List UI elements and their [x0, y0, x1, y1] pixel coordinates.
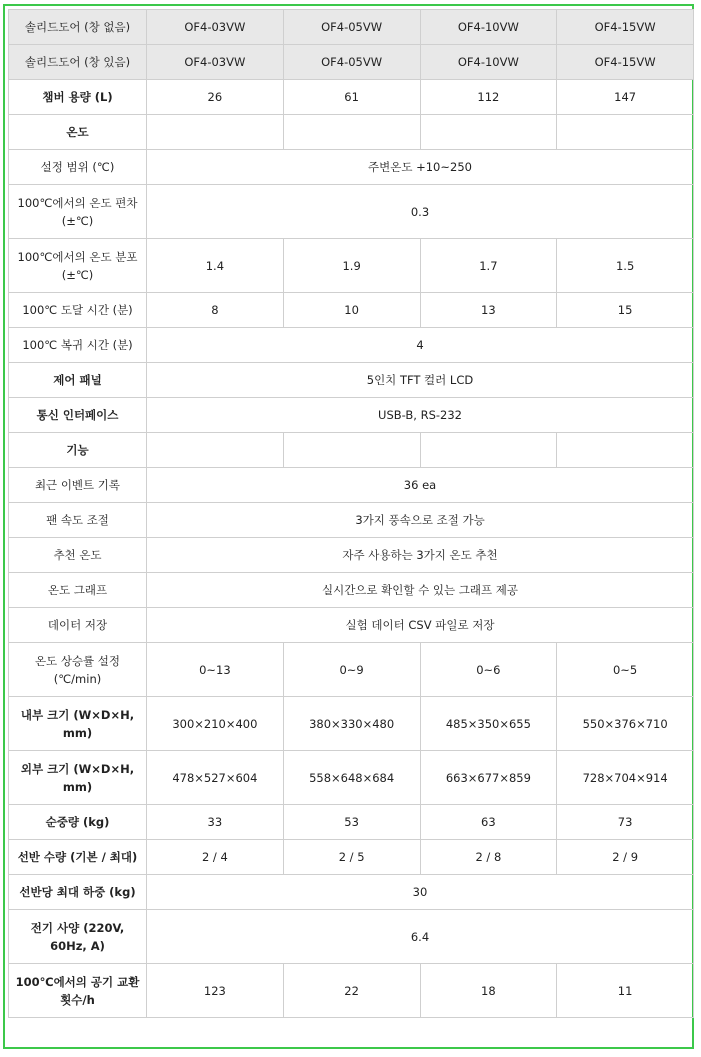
table-row	[9, 608, 694, 643]
row-value	[420, 433, 557, 468]
row-value: 112	[420, 80, 557, 115]
row-label: 추천 온도	[9, 538, 147, 573]
row-label: 팬 속도 조절	[9, 503, 147, 538]
row-value: 2 / 9	[557, 840, 694, 875]
spec-table	[8, 9, 694, 1018]
row-label: 온도	[9, 115, 147, 150]
row-label: 선반 수량 (기본 / 최대)	[9, 840, 147, 875]
spec-table-frame	[3, 4, 694, 1049]
row-value: 558×648×684	[283, 751, 420, 805]
row-value: 18	[420, 964, 557, 1018]
row-label: 순중량 (kg)	[9, 805, 147, 840]
table-row	[9, 45, 694, 80]
row-label: 100℃에서의 공기 교환 횟수/h	[9, 964, 147, 1018]
row-value: 10	[283, 293, 420, 328]
row-value: OF4-10VW	[420, 10, 557, 45]
row-value	[147, 433, 284, 468]
row-value: 0~6	[420, 643, 557, 697]
row-value: OF4-05VW	[283, 10, 420, 45]
table-row	[9, 573, 694, 608]
table-row	[9, 751, 694, 805]
row-value: 123	[147, 964, 284, 1018]
row-value: 33	[147, 805, 284, 840]
row-value: 61	[283, 80, 420, 115]
table-row	[9, 293, 694, 328]
row-label: 통신 인터페이스	[9, 398, 147, 433]
row-value	[557, 433, 694, 468]
row-value: 0~13	[147, 643, 284, 697]
row-value: OF4-15VW	[557, 45, 694, 80]
row-value: 147	[557, 80, 694, 115]
row-label: 설정 범위 (℃)	[9, 150, 147, 185]
row-value: 2 / 4	[147, 840, 284, 875]
row-value: OF4-15VW	[557, 10, 694, 45]
table-row	[9, 115, 694, 150]
table-row	[9, 433, 694, 468]
row-label: 선반당 최대 하중 (kg)	[9, 875, 147, 910]
row-value: OF4-05VW	[283, 45, 420, 80]
row-value-merged: 36 ea	[147, 468, 694, 503]
table-row	[9, 328, 694, 363]
row-label: 100℃ 복귀 시간 (분)	[9, 328, 147, 363]
row-label: 데이터 저장	[9, 608, 147, 643]
row-value-merged: 실시간으로 확인할 수 있는 그래프 제공	[147, 573, 694, 608]
row-value: 485×350×655	[420, 697, 557, 751]
table-row	[9, 150, 694, 185]
spec-table-body	[9, 10, 694, 1018]
row-value-merged: USB-B, RS-232	[147, 398, 694, 433]
row-value-merged: 4	[147, 328, 694, 363]
row-label: 전기 사양 (220V, 60Hz, A)	[9, 910, 147, 964]
row-value: 1.7	[420, 239, 557, 293]
row-value	[557, 115, 694, 150]
row-value-merged: 0.3	[147, 185, 694, 239]
row-value: OF4-03VW	[147, 10, 284, 45]
table-row	[9, 10, 694, 45]
table-row	[9, 805, 694, 840]
table-row	[9, 840, 694, 875]
row-label: 챔버 용량 (L)	[9, 80, 147, 115]
row-value-merged: 30	[147, 875, 694, 910]
row-label: 제어 패널	[9, 363, 147, 398]
row-value: 2 / 5	[283, 840, 420, 875]
row-value: 13	[420, 293, 557, 328]
table-row	[9, 468, 694, 503]
row-value: 2 / 8	[420, 840, 557, 875]
row-label: 외부 크기 (W×D×H, mm)	[9, 751, 147, 805]
row-value	[283, 433, 420, 468]
row-value-merged: 자주 사용하는 3가지 온도 추천	[147, 538, 694, 573]
row-label: 온도 그래프	[9, 573, 147, 608]
row-value: 663×677×859	[420, 751, 557, 805]
row-value-merged: 실험 데이터 CSV 파일로 저장	[147, 608, 694, 643]
row-value: 15	[557, 293, 694, 328]
row-value: 0~9	[283, 643, 420, 697]
row-value: OF4-10VW	[420, 45, 557, 80]
row-value: 1.9	[283, 239, 420, 293]
row-value: 1.4	[147, 239, 284, 293]
row-value: 380×330×480	[283, 697, 420, 751]
row-label: 내부 크기 (W×D×H, mm)	[9, 697, 147, 751]
table-row	[9, 503, 694, 538]
table-row	[9, 80, 694, 115]
row-label: 기능	[9, 433, 147, 468]
row-value: 1.5	[557, 239, 694, 293]
table-row	[9, 643, 694, 697]
table-row	[9, 185, 694, 239]
row-label: 솔리드도어 (창 있음)	[9, 45, 147, 80]
row-label: 100℃에서의 온도 분포 (±℃)	[9, 239, 147, 293]
table-row	[9, 538, 694, 573]
row-value-merged: 3가지 풍속으로 조절 가능	[147, 503, 694, 538]
row-value: 63	[420, 805, 557, 840]
table-row	[9, 363, 694, 398]
row-value: 53	[283, 805, 420, 840]
table-row	[9, 964, 694, 1018]
row-value: 0~5	[557, 643, 694, 697]
table-row	[9, 697, 694, 751]
row-value	[420, 115, 557, 150]
row-label: 100℃에서의 온도 편차 (±℃)	[9, 185, 147, 239]
table-row	[9, 398, 694, 433]
table-row	[9, 910, 694, 964]
row-value	[283, 115, 420, 150]
row-value: 550×376×710	[557, 697, 694, 751]
row-label: 솔리드도어 (창 없음)	[9, 10, 147, 45]
row-value: 8	[147, 293, 284, 328]
row-value	[147, 115, 284, 150]
row-value: 728×704×914	[557, 751, 694, 805]
row-label: 온도 상승률 설정 (℃/min)	[9, 643, 147, 697]
table-row	[9, 239, 694, 293]
row-value: 26	[147, 80, 284, 115]
row-value: 22	[283, 964, 420, 1018]
row-value: OF4-03VW	[147, 45, 284, 80]
row-value: 73	[557, 805, 694, 840]
table-row	[9, 875, 694, 910]
row-value-merged: 5인치 TFT 컬러 LCD	[147, 363, 694, 398]
row-value-merged: 주변온도 +10~250	[147, 150, 694, 185]
row-label: 100℃ 도달 시간 (분)	[9, 293, 147, 328]
row-value: 478×527×604	[147, 751, 284, 805]
row-value: 11	[557, 964, 694, 1018]
row-value-merged: 6.4	[147, 910, 694, 964]
row-value: 300×210×400	[147, 697, 284, 751]
row-label: 최근 이벤트 기록	[9, 468, 147, 503]
